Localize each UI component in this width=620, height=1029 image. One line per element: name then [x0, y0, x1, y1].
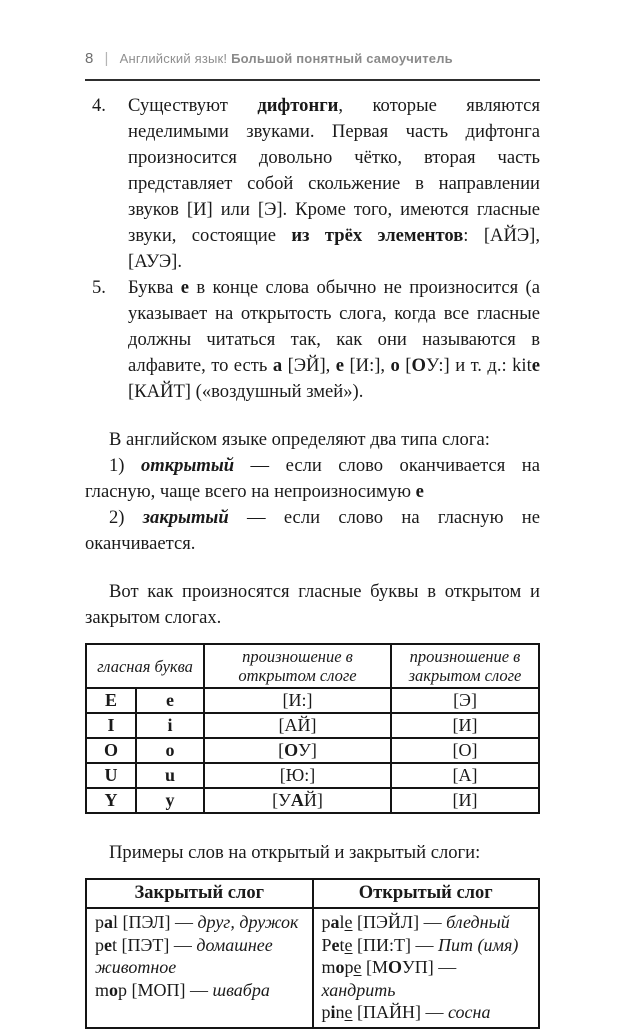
syllable-examples-table: [85, 878, 540, 1029]
open-syllable-examples-cell: [313, 908, 540, 1028]
vowel-table-intro: Вот как произносятся гласные буквы в открытом и закрытом слогах.: [85, 581, 540, 628]
example-line: pet [ПЭТ] — домашнее животное: [95, 934, 273, 977]
list-item-5-text: Буква е в конце слова обычно не произносится (а указывает на открытость слога, когда все гласные должны читаться так, как они называются в алфавите, то есть а [ЭЙ], е [И:], о [ОУ:] и т. д.: kitе [КАЙТ] («воздушный змей»).: [128, 277, 541, 402]
vowel-upper: O: [86, 738, 136, 763]
vowel-upper: I: [86, 713, 136, 738]
vowel-upper: U: [86, 763, 136, 788]
example-line: mop [МОП] — швабра: [95, 979, 270, 1000]
table-row: [86, 688, 539, 713]
vowel-upper: E: [86, 688, 136, 713]
open-pronunciation: [Ю:]: [204, 763, 391, 788]
closed-pronunciation: [Э]: [391, 688, 539, 713]
header-closed-syllable-examples: Закрытый слог: [86, 879, 313, 908]
examples-title: Примеры слов на открытый и закрытый слоги:: [109, 842, 481, 863]
examples-content-row: [86, 908, 539, 1028]
vowel-table-header-row: [86, 644, 539, 688]
open-pronunciation: [И:]: [204, 688, 391, 713]
vowel-lower: e: [136, 688, 204, 713]
vowel-lower: y: [136, 788, 204, 813]
book-title: Английский язык! Большой понятный самоучитель: [119, 51, 453, 66]
page-number: 8: [85, 50, 94, 67]
vowel-table-body: [86, 688, 539, 813]
closed-pronunciation: [О]: [391, 738, 539, 763]
examples-header-row: [86, 879, 539, 908]
vowel-pronunciation-table: [85, 643, 540, 814]
table-row: [86, 763, 539, 788]
header-separator: |: [104, 50, 109, 67]
example-line: Pete [ПИ:Т] — Пит (имя): [321, 934, 519, 955]
list-item-5-number: 5.: [92, 277, 106, 298]
page-header: [85, 50, 540, 81]
vowel-table-head: [86, 644, 539, 688]
header-vowel-letter: гласная буква: [86, 644, 204, 688]
vowel-lower: o: [136, 738, 204, 763]
list-item-4-number: 4.: [92, 95, 106, 116]
header-closed-syllable: произношение в закрытом слоге: [391, 644, 539, 688]
closed-pronunciation: [А]: [391, 763, 539, 788]
closed-syllable-examples-cell: [86, 908, 313, 1028]
example-line: pale [ПЭЙЛ] — бледный: [321, 912, 510, 932]
examples-table-body: [86, 908, 539, 1028]
open-syllable-definition: 1) открытый — если слово оканчивается на гласную, чаще всего на непроизносимую е: [85, 455, 540, 502]
list-item-5: [85, 275, 540, 405]
open-pronunciation: [ОУ]: [204, 738, 391, 763]
vowel-lower: u: [136, 763, 204, 788]
example-line: pal [ПЭЛ] — друг, дружок: [95, 912, 299, 932]
header-open-syllable: произношение в открытом слоге: [204, 644, 391, 688]
syllable-types-block: [85, 427, 540, 557]
vowel-lower: i: [136, 713, 204, 738]
table-row: [86, 788, 539, 813]
examples-table-head: [86, 879, 539, 908]
open-pronunciation: [УАЙ]: [204, 788, 391, 813]
table-row: [86, 713, 539, 738]
example-line: mope [МОУП] — хандрить: [321, 957, 457, 1000]
closed-pronunciation: [И]: [391, 713, 539, 738]
list-item-4: [85, 93, 540, 275]
open-pronunciation: [АЙ]: [204, 713, 391, 738]
vowel-upper: Y: [86, 788, 136, 813]
example-line: pine [ПАЙН] — сосна: [321, 1002, 491, 1022]
closed-pronunciation: [И]: [391, 788, 539, 813]
closed-syllable-definition: 2) закрытый — если слово на гласную не оканчивается.: [85, 507, 540, 554]
table-row: [86, 738, 539, 763]
syllable-types-intro: В английском языке определяют два типа слога:: [109, 429, 490, 450]
numbered-list: [85, 93, 540, 405]
list-item-4-text: Существуют дифтонги, которые являются неделимыми звуками. Первая часть дифтонга произносится довольно чётко, вторая часть представляет собой скольжение в направлении звуков [И] или [Э]. Кроме того, имеются гласные звуки, состоящие из трёх элементов: [АЙЭ], [АУЭ].: [128, 95, 540, 272]
header-open-syllable-examples: Открытый слог: [313, 879, 540, 908]
